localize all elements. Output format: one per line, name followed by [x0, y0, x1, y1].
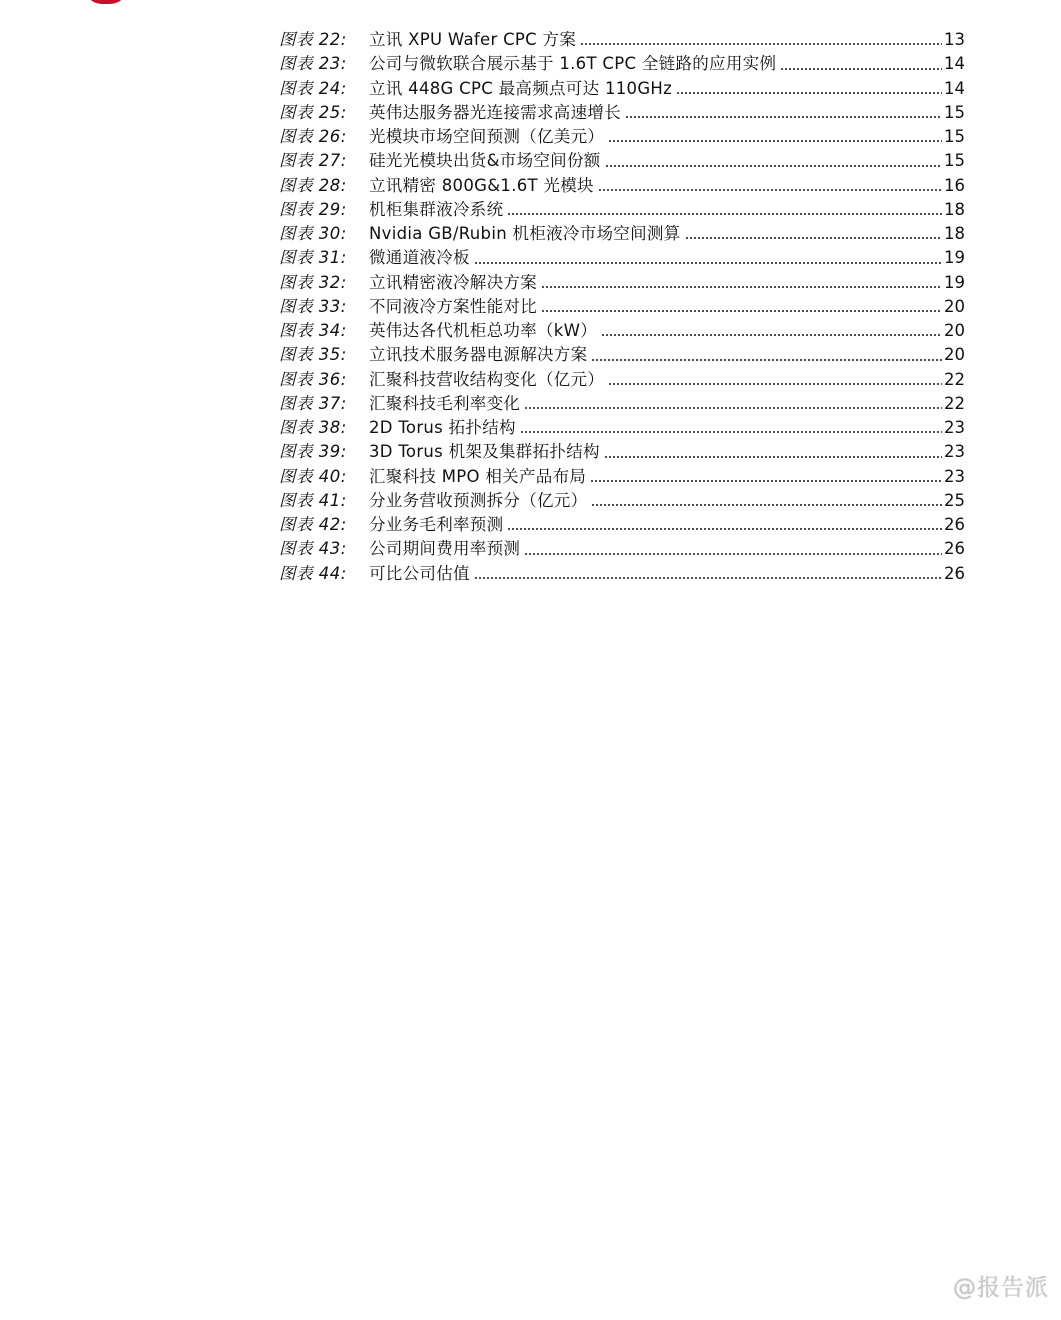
toc-row[interactable]	[279, 392, 965, 416]
toc-figure-label: 图表 24:	[279, 78, 347, 98]
toc-figure-label: 图表 27:	[279, 151, 347, 171]
toc-row[interactable]	[279, 440, 965, 464]
toc-dot-leader	[591, 352, 942, 362]
toc-dot-leader	[507, 206, 942, 216]
toc-page-number: 18	[944, 199, 965, 219]
toc-row[interactable]	[279, 465, 965, 489]
toc-figure-label: 图表 40:	[279, 466, 347, 486]
toc-figure-title: 可比公司估值	[369, 563, 470, 583]
watermark: @报告派	[953, 1275, 1049, 1301]
toc-row[interactable]	[279, 489, 965, 513]
toc-row[interactable]	[279, 295, 965, 319]
toc-page-number: 18	[944, 224, 965, 243]
toc-figure-title: 立讯精密 800G&1.6T 光模块	[369, 175, 594, 195]
toc-figure-title: 2D Torus 拓扑结构	[369, 418, 516, 437]
toc-dot-leader	[625, 109, 942, 119]
toc-dot-leader	[685, 230, 942, 240]
toc-figure-label: 图表 37:	[279, 393, 347, 413]
toc-row[interactable]	[279, 77, 965, 101]
toc-row[interactable]	[279, 368, 965, 392]
toc-dot-leader	[598, 182, 942, 192]
toc-dot-leader	[608, 133, 942, 143]
toc-figure-title: 3D Torus 机架及集群拓扑结构	[369, 442, 600, 462]
toc-dot-leader	[474, 255, 942, 265]
toc-figure-label: 图表 29:	[279, 199, 347, 219]
toc-page-number: 16	[944, 175, 965, 195]
toc-figure-label: 图表 39:	[279, 442, 347, 462]
toc-dot-leader	[524, 546, 942, 556]
toc-dot-leader	[541, 279, 942, 289]
toc-page-number: 14	[944, 78, 965, 98]
toc-dot-leader	[507, 521, 942, 531]
toc-page-number: 23	[944, 466, 965, 486]
table-of-figures	[279, 28, 965, 586]
toc-figure-label: 图表 30:	[279, 224, 347, 243]
toc-figure-label: 图表 33:	[279, 296, 347, 316]
toc-figure-label: 图表 25:	[279, 102, 347, 122]
toc-dot-leader	[520, 424, 942, 434]
toc-page-number: 15	[944, 127, 965, 146]
toc-row[interactable]	[279, 28, 965, 52]
toc-dot-leader	[605, 158, 942, 168]
toc-figure-title: 机柜集群液冷系统	[369, 199, 504, 219]
toc-page-number: 22	[944, 369, 965, 389]
toc-row[interactable]	[279, 101, 965, 125]
toc-page-number: 19	[944, 248, 965, 268]
toc-page-number: 22	[944, 393, 965, 413]
toc-figure-label: 图表 28:	[279, 175, 347, 195]
toc-figure-label: 图表 23:	[279, 54, 347, 74]
toc-row[interactable]	[279, 125, 965, 149]
toc-figure-title: 英伟达各代机柜总功率（kW）	[369, 321, 598, 340]
toc-figure-title: 分业务营收预测拆分（亿元）	[369, 490, 588, 510]
toc-row[interactable]	[279, 343, 965, 367]
toc-row[interactable]	[279, 513, 965, 537]
toc-figure-title: 汇聚科技毛利率变化	[369, 393, 521, 413]
toc-row[interactable]	[279, 416, 965, 440]
toc-dot-leader	[676, 85, 942, 95]
toc-figure-label: 图表 32:	[279, 272, 347, 292]
toc-figure-title: 汇聚科技 MPO 相关产品布局	[369, 466, 587, 486]
toc-figure-title: 英伟达服务器光连接需求高速增长	[369, 102, 621, 122]
toc-dot-leader	[608, 376, 942, 386]
toc-row[interactable]	[279, 174, 965, 198]
toc-figure-title: 不同液冷方案性能对比	[369, 296, 537, 316]
toc-page-number: 25	[944, 490, 965, 510]
toc-figure-title: Nvidia GB/Rubin 机柜液冷市场空间测算	[369, 224, 681, 243]
toc-dot-leader	[590, 473, 942, 483]
toc-figure-title: 光模块市场空间预测（亿美元）	[369, 127, 605, 146]
toc-row[interactable]	[279, 271, 965, 295]
toc-dot-leader	[474, 570, 942, 580]
toc-figure-title: 公司期间费用率预测	[369, 539, 521, 559]
toc-dot-leader	[591, 497, 942, 507]
toc-figure-title: 立讯技术服务器电源解决方案	[369, 345, 588, 365]
toc-figure-label: 图表 36:	[279, 369, 347, 389]
toc-row[interactable]	[279, 537, 965, 561]
toc-figure-title: 立讯精密液冷解决方案	[369, 272, 537, 292]
toc-figure-title: 硅光光模块出货&市场空间份额	[369, 151, 601, 171]
toc-page-number: 20	[944, 321, 965, 340]
toc-dot-leader	[601, 327, 942, 337]
toc-figure-label: 图表 38:	[279, 418, 347, 437]
toc-page-number: 23	[944, 442, 965, 462]
toc-page-number: 15	[944, 151, 965, 171]
toc-figure-label: 图表 41:	[279, 490, 347, 510]
toc-page-number: 14	[944, 54, 965, 74]
toc-figure-label: 图表 35:	[279, 345, 347, 365]
toc-figure-label: 图表 42:	[279, 515, 347, 534]
toc-figure-label: 图表 34:	[279, 321, 347, 340]
toc-page-number: 26	[944, 563, 965, 583]
toc-row[interactable]	[279, 562, 965, 586]
toc-figure-label: 图表 43:	[279, 539, 347, 559]
toc-figure-label: 图表 26:	[279, 127, 347, 146]
toc-figure-label: 图表 31:	[279, 248, 347, 268]
toc-dot-leader	[604, 449, 942, 459]
toc-row[interactable]	[279, 319, 965, 343]
toc-page-number: 26	[944, 539, 965, 559]
toc-figure-label: 图表 22:	[279, 30, 347, 49]
toc-figure-title: 分业务毛利率预测	[369, 515, 504, 534]
toc-figure-title: 汇聚科技营收结构变化（亿元）	[369, 369, 605, 389]
toc-figure-title: 微通道液冷板	[369, 248, 470, 268]
toc-page-number: 19	[944, 272, 965, 292]
toc-row[interactable]	[279, 198, 965, 222]
toc-row[interactable]	[279, 222, 965, 246]
brand-logo-mark	[84, 0, 128, 4]
toc-row[interactable]	[279, 52, 965, 76]
toc-dot-leader	[541, 303, 942, 313]
toc-page-number: 20	[944, 345, 965, 365]
toc-dot-leader	[780, 61, 942, 71]
toc-page-number: 23	[944, 418, 965, 437]
toc-page-number: 26	[944, 515, 965, 534]
toc-row[interactable]	[279, 149, 965, 173]
toc-dot-leader	[580, 36, 942, 46]
toc-page-number: 20	[944, 296, 965, 316]
toc-page-number: 15	[944, 102, 965, 122]
toc-dot-leader	[524, 400, 942, 410]
toc-figure-title: 立讯 448G CPC 最高频点可达 110GHz	[369, 78, 673, 98]
toc-figure-title: 公司与微软联合展示基于 1.6T CPC 全链路的应用实例	[369, 54, 777, 74]
toc-page-number: 13	[944, 30, 965, 49]
toc-figure-title: 立讯 XPU Wafer CPC 方案	[369, 30, 577, 49]
toc-row[interactable]	[279, 246, 965, 270]
toc-figure-label: 图表 44:	[279, 563, 347, 583]
